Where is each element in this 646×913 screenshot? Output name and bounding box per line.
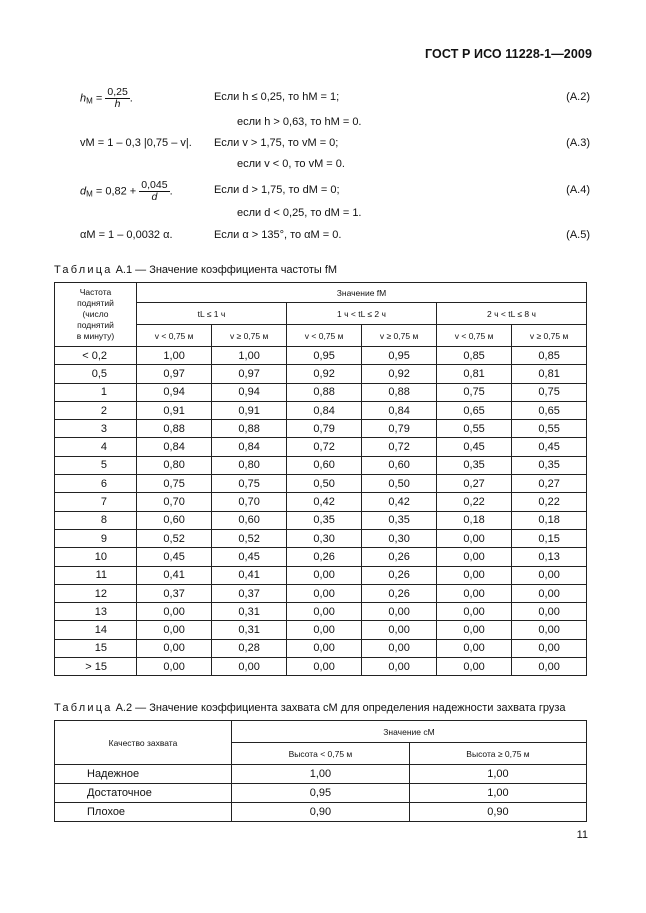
- table1-first-col-header-line: в минуту): [76, 331, 115, 341]
- table-cell: 0,37: [212, 584, 287, 602]
- table-cell: 0,79: [286, 420, 361, 438]
- table-cell: 0,41: [137, 566, 212, 584]
- table-cell: 0,84: [362, 401, 437, 419]
- table-cell: 0,18: [512, 511, 587, 529]
- equation-a2-formula: [80, 87, 133, 110]
- table-cell: 0,90: [409, 803, 586, 822]
- table-cell: 0,55: [512, 420, 587, 438]
- equation-a2-numerator: 0,25: [107, 86, 128, 98]
- table2-caption-prefix: Таблица: [54, 702, 113, 714]
- table-cell: 0,85: [512, 347, 587, 365]
- table-cell: 0,72: [286, 438, 361, 456]
- table-row: [55, 803, 587, 822]
- equation-a2-number: (А.2): [566, 91, 590, 103]
- table-cell: 0,50: [362, 475, 437, 493]
- table-row-label: Надежное: [55, 765, 232, 784]
- table2-body: [55, 765, 587, 822]
- table-row-label: 9: [55, 529, 137, 547]
- table-row: [55, 548, 587, 566]
- table-row: [55, 784, 587, 803]
- table-cell: 0,85: [436, 347, 511, 365]
- equation-a3-number: (А.3): [566, 137, 590, 149]
- table-row: [55, 493, 587, 511]
- table-cell: 0,92: [286, 365, 361, 383]
- table-cell: 0,88: [212, 420, 287, 438]
- table-row-label: 3: [55, 420, 137, 438]
- table-cell: 0,27: [512, 475, 587, 493]
- table-cell: 0,75: [512, 383, 587, 401]
- table-cell: 0,00: [286, 639, 361, 657]
- table-cell: 0,95: [232, 784, 410, 803]
- equation-a5-number: (А.5): [566, 229, 590, 241]
- table-row-label: 0,5: [55, 365, 137, 383]
- table-cell: 0,91: [137, 401, 212, 419]
- table-row-label: 10: [55, 548, 137, 566]
- table-row: [55, 765, 587, 784]
- table-cell: 0,88: [286, 383, 361, 401]
- table-cell: 0,00: [436, 529, 511, 547]
- equation-a2-denominator: h: [114, 98, 121, 110]
- table-row-label: Плохое: [55, 803, 232, 822]
- equation-a2-subscript: M: [86, 96, 93, 106]
- table-cell: 0,00: [436, 621, 511, 639]
- equation-a3-condition-1: Если v > 1,75, то vM = 0;: [214, 137, 339, 149]
- table-cell: 0,00: [436, 548, 511, 566]
- table-cell: 0,55: [436, 420, 511, 438]
- equation-a4-subscript: M: [86, 189, 93, 199]
- equation-a4-variable: d: [80, 185, 87, 198]
- table-row: [55, 383, 587, 401]
- table-cell: 0,42: [286, 493, 361, 511]
- table-cell: 0,00: [436, 658, 511, 676]
- table-row-label: 6: [55, 475, 137, 493]
- table-cell: 0,26: [286, 548, 361, 566]
- table1-first-col-header-line: поднятий: [77, 298, 114, 308]
- table-cell: 0,35: [362, 511, 437, 529]
- table-cell: 0,91: [212, 401, 287, 419]
- table-cell: 0,22: [512, 493, 587, 511]
- table-cell: 0,00: [137, 639, 212, 657]
- table-cell: 0,00: [286, 621, 361, 639]
- table-cell: 0,88: [137, 420, 212, 438]
- table-cell: 0,80: [212, 456, 287, 474]
- table-cell: 0,41: [212, 566, 287, 584]
- table-row: [55, 438, 587, 456]
- table-cell: 0,26: [362, 566, 437, 584]
- table-cell: 0,27: [436, 475, 511, 493]
- table1-group-header: Значение fM: [137, 283, 587, 303]
- table-row-label: 12: [55, 584, 137, 602]
- table-cell: 1,00: [232, 765, 410, 784]
- table-cell: 0,45: [512, 438, 587, 456]
- table-row-label: Достаточное: [55, 784, 232, 803]
- equation-a5-condition-1: Если α > 135°, то αM = 0.: [214, 229, 342, 241]
- table1-first-col-header: [55, 283, 137, 347]
- table-cell: 0,50: [286, 475, 361, 493]
- table-cell: 0,65: [512, 401, 587, 419]
- grip-coefficient-table: [54, 720, 587, 822]
- table-cell: 0,70: [137, 493, 212, 511]
- table2-caption-text: А.2 — Значение коэффициента захвата cM для определения надежности захвата груза: [115, 702, 566, 714]
- table-cell: 0,31: [212, 603, 287, 621]
- equation-a2-equals: =: [95, 92, 103, 105]
- table1-column-header: v ≥ 0,75 м: [362, 325, 437, 347]
- table1-subgroup-header: 2 ч < tL ≤ 8 ч: [436, 303, 586, 325]
- table-cell: 0,00: [286, 566, 361, 584]
- table-row-label: 14: [55, 621, 137, 639]
- table-row: [55, 401, 587, 419]
- equation-a2-tail: .: [129, 92, 133, 105]
- equation-a4-condition-2: если d < 0,25, то dM = 1.: [237, 207, 362, 219]
- table-cell: 0,37: [137, 584, 212, 602]
- table-cell: 0,00: [512, 584, 587, 602]
- table-cell: 0,00: [512, 658, 587, 676]
- table-cell: 0,52: [137, 529, 212, 547]
- table-cell: 0,81: [436, 365, 511, 383]
- table-cell: 0,84: [286, 401, 361, 419]
- table2-caption: [54, 702, 566, 714]
- table-row: [55, 347, 587, 365]
- table-cell: 0,95: [362, 347, 437, 365]
- table-cell: 0,00: [512, 621, 587, 639]
- table-row: [55, 420, 587, 438]
- table-cell: 0,92: [362, 365, 437, 383]
- table-cell: 0,31: [212, 621, 287, 639]
- table-row-label: 5: [55, 456, 137, 474]
- table-cell: 0,30: [286, 529, 361, 547]
- table-row: [55, 475, 587, 493]
- table-row: [55, 529, 587, 547]
- table-cell: 0,80: [137, 456, 212, 474]
- table-row-label: 13: [55, 603, 137, 621]
- table-cell: 0,30: [362, 529, 437, 547]
- table-cell: 0,75: [137, 475, 212, 493]
- table-cell: 0,84: [137, 438, 212, 456]
- table-cell: 0,00: [286, 603, 361, 621]
- table-row: [55, 456, 587, 474]
- equation-a2-variable: h: [80, 92, 87, 105]
- equation-a2-condition-1: Если h ≤ 0,25, то hM = 1;: [214, 91, 340, 103]
- table2-first-col-header: Качество захвата: [55, 721, 232, 765]
- table-cell: 0,00: [512, 566, 587, 584]
- table-row-label: 11: [55, 566, 137, 584]
- table-cell: 0,65: [436, 401, 511, 419]
- table1-column-header: v ≥ 0,75 м: [212, 325, 287, 347]
- table-cell: 0,90: [232, 803, 410, 822]
- table-cell: 0,81: [512, 365, 587, 383]
- equation-a4-numerator: 0,045: [141, 179, 168, 191]
- table2-group-header: Значение cM: [232, 721, 587, 743]
- table-row-label: 8: [55, 511, 137, 529]
- table2-column-header: Высота < 0,75 м: [232, 743, 410, 765]
- table-cell: 0,60: [286, 456, 361, 474]
- table-cell: 0,95: [286, 347, 361, 365]
- equation-a2-fraction: [105, 87, 129, 110]
- table-cell: 0,79: [362, 420, 437, 438]
- equation-a4-fraction: [139, 180, 169, 203]
- table-row-label: < 0,2: [55, 347, 137, 365]
- table-cell: 0,00: [137, 621, 212, 639]
- table1-subgroup-header: 1 ч < tL ≤ 2 ч: [286, 303, 436, 325]
- table-cell: 0,00: [362, 621, 437, 639]
- table1-first-col-header-line: (число: [82, 309, 109, 319]
- table-cell: 0,00: [436, 603, 511, 621]
- table-cell: 0,97: [137, 365, 212, 383]
- table-cell: 0,70: [212, 493, 287, 511]
- table-cell: 0,72: [362, 438, 437, 456]
- table-row-label: 2: [55, 401, 137, 419]
- table-row-label: 1: [55, 383, 137, 401]
- table-cell: 0,52: [212, 529, 287, 547]
- table1-caption-prefix: Таблица: [54, 264, 113, 276]
- table1-first-col-header-line: Частота: [79, 287, 112, 297]
- table-cell: 0,88: [362, 383, 437, 401]
- table-cell: 0,35: [286, 511, 361, 529]
- equation-a3-condition-2: если v < 0, то vM = 0.: [237, 158, 345, 170]
- table-row: [55, 511, 587, 529]
- equation-a4-equals: = 0,82 +: [95, 185, 137, 198]
- table-cell: 0,00: [436, 584, 511, 602]
- table-row: [55, 639, 587, 657]
- table-cell: 0,60: [212, 511, 287, 529]
- table-cell: 0,35: [436, 456, 511, 474]
- table-cell: 0,00: [286, 658, 361, 676]
- table-cell: 0,60: [137, 511, 212, 529]
- table-cell: 0,00: [512, 603, 587, 621]
- table-cell: 0,00: [137, 658, 212, 676]
- table-cell: 0,75: [212, 475, 287, 493]
- table-row: [55, 566, 587, 584]
- table-cell: 0,26: [362, 548, 437, 566]
- document-code-header: ГОСТ Р ИСО 11228-1—2009: [425, 47, 592, 61]
- table-cell: 0,00: [362, 658, 437, 676]
- table-row: [55, 621, 587, 639]
- table-cell: 0,00: [362, 603, 437, 621]
- table-cell: 0,00: [436, 639, 511, 657]
- table-cell: 0,00: [512, 639, 587, 657]
- frequency-coefficient-table: [54, 282, 587, 676]
- table-row-label: 4: [55, 438, 137, 456]
- table-cell: 0,28: [212, 639, 287, 657]
- table-cell: 0,15: [512, 529, 587, 547]
- table-cell: 0,00: [436, 566, 511, 584]
- equation-a2-condition-2: если h > 0,63, то hM = 0.: [237, 116, 362, 128]
- table-cell: 0,75: [436, 383, 511, 401]
- table-row-label: 15: [55, 639, 137, 657]
- table-row: [55, 365, 587, 383]
- table-cell: 0,94: [137, 383, 212, 401]
- table-row: [55, 603, 587, 621]
- equation-a4-condition-1: Если d > 1,75, то dM = 0;: [214, 184, 340, 196]
- equation-a4-denominator: d: [151, 191, 158, 203]
- table-cell: 0,13: [512, 548, 587, 566]
- table-cell: 1,00: [137, 347, 212, 365]
- table1-subgroup-header: tL ≤ 1 ч: [137, 303, 287, 325]
- table1-caption-text: А.1 — Значение коэффициента частоты fM: [115, 264, 338, 276]
- table1-first-col-header-line: поднятий: [77, 320, 114, 330]
- table-cell: 0,00: [362, 639, 437, 657]
- equation-a4-formula: [80, 180, 173, 203]
- table1-column-header: v < 0,75 м: [137, 325, 212, 347]
- table2-column-header: Высота ≥ 0,75 м: [409, 743, 586, 765]
- table-cell: 0,35: [512, 456, 587, 474]
- table-cell: 0,18: [436, 511, 511, 529]
- table-cell: 0,94: [212, 383, 287, 401]
- equation-a4-tail: .: [169, 185, 173, 198]
- table-cell: 1,00: [409, 765, 586, 784]
- table-cell: 0,97: [212, 365, 287, 383]
- table-row: [55, 584, 587, 602]
- table1-column-header: v ≥ 0,75 м: [512, 325, 587, 347]
- table-cell: 0,00: [137, 603, 212, 621]
- table-cell: 1,00: [409, 784, 586, 803]
- table-row: [55, 658, 587, 676]
- table-cell: 0,00: [286, 584, 361, 602]
- table-cell: 0,42: [362, 493, 437, 511]
- table-cell: 0,00: [212, 658, 287, 676]
- table-cell: 0,45: [212, 548, 287, 566]
- table-cell: 1,00: [212, 347, 287, 365]
- equation-a3-formula: vM = 1 – 0,3 |0,75 – v|.: [80, 137, 192, 149]
- table1-caption: [54, 264, 337, 276]
- table1-column-header: v < 0,75 м: [436, 325, 511, 347]
- equation-a4-number: (А.4): [566, 184, 590, 196]
- page-number: 11: [576, 829, 588, 841]
- table-cell: 0,84: [212, 438, 287, 456]
- table-cell: 0,22: [436, 493, 511, 511]
- table-row-label: 7: [55, 493, 137, 511]
- table-cell: 0,26: [362, 584, 437, 602]
- table-row-label: > 15: [55, 658, 137, 676]
- equation-a5-formula: αM = 1 – 0,0032 α.: [80, 229, 173, 241]
- table1-column-header: v < 0,75 м: [286, 325, 361, 347]
- table1-body: [55, 347, 587, 676]
- table-cell: 0,45: [137, 548, 212, 566]
- table-cell: 0,60: [362, 456, 437, 474]
- table-cell: 0,45: [436, 438, 511, 456]
